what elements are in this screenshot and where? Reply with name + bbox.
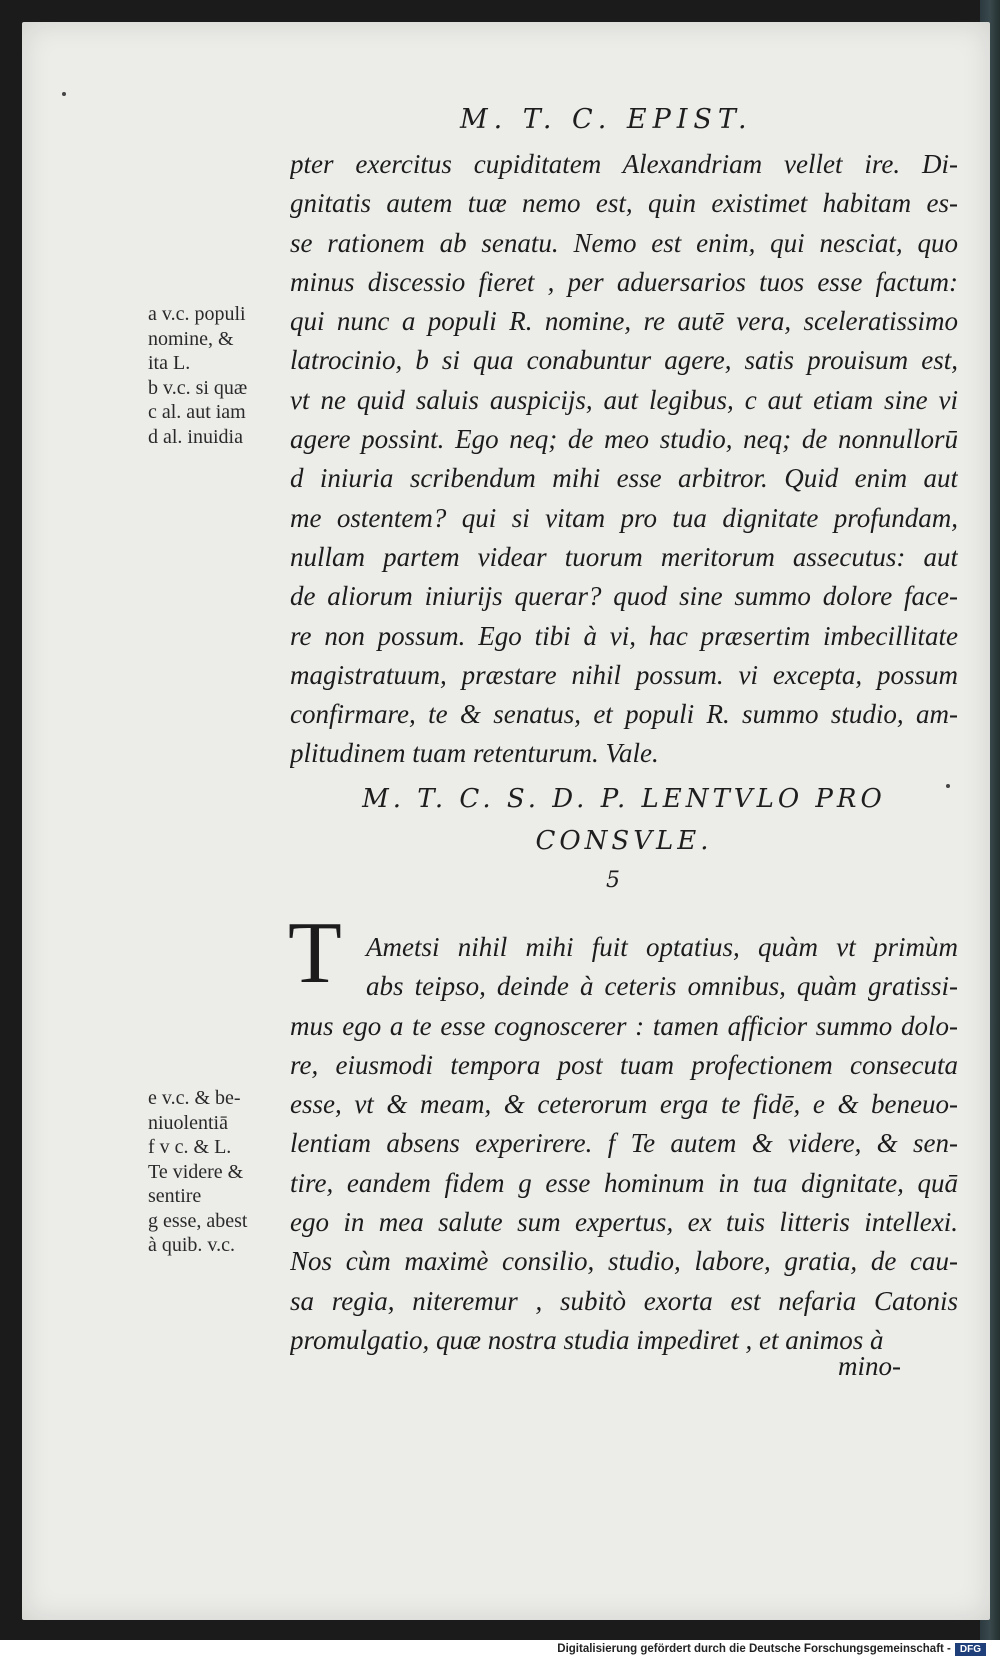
paragraph-2-line: tire, eandem fidem g esse hominum in tua dignitate, quā: [290, 1167, 958, 1198]
letter-heading-line-1: M. T. C. S. D. P. LENTVLO PRO: [362, 784, 886, 814]
drop-cap-initial: T: [288, 905, 342, 1002]
marginal-note-line: à quib. v.c.: [148, 1234, 236, 1256]
paragraph-1-line: confirmare, te & senatus, et populi R. summo studio, am-: [290, 699, 958, 730]
paragraph-1-line: latrocinio, b si qua conabuntur agere, satis prouisum est,: [290, 345, 958, 376]
letter-heading-line-2: CONSVLE.: [535, 826, 713, 856]
paragraph-1-line: me ostentem? qui si vitam pro tua dignitate profundam,: [290, 502, 958, 533]
dfg-logo: DFG: [955, 1643, 986, 1656]
paragraph-2-line: promulgatio, quæ nostra studia impediret , et animos à: [290, 1324, 884, 1355]
marginal-note-line: e v.c. & be-: [148, 1087, 241, 1109]
paragraph-1-line: magistratuum, præstare nihil possum. vi excepta, possum: [290, 659, 958, 690]
marginal-note-line: g esse, abest: [148, 1209, 248, 1232]
paragraph-1-line: pter exercitus cupiditatem Alexandriam vellet ire. Di-: [290, 149, 958, 179]
paper-speck: [62, 92, 66, 96]
marginal-note-line: niuolentiā: [148, 1111, 228, 1134]
marginal-note-line: sentire: [148, 1185, 202, 1207]
paragraph-2-line: Ametsi nihil mihi fuit optatius, quàm vt primùm: [366, 932, 958, 962]
paragraph-2-line: ego in mea salute sum expertus, ex tuis litteris intellexi.: [290, 1207, 958, 1238]
paragraph-1-line: de aliorum iniurijs querar? quod sine summo dolore face-: [290, 581, 958, 612]
signature-mark: 5: [606, 868, 620, 893]
digitization-credit: [557, 1643, 986, 1656]
paragraph-2-line: Nos cùm maximè consilio, studio, labore, gratia, de cau-: [290, 1246, 958, 1277]
marginal-note-line: c al. aut iam: [148, 401, 246, 423]
paragraph-1-line: d iniuria scribendum mihi esse arbitror. Quid enim aut: [290, 463, 958, 494]
marginal-notes-upper: [148, 302, 288, 449]
marginal-note-line: a v.c. populi: [148, 303, 246, 325]
paragraph-1-line: minus discessio fieret , per aduersarios tuos esse factum:: [290, 266, 958, 297]
marginal-note-line: ita L.: [148, 352, 191, 374]
paragraph-2-line: re, eiusmodi tempora post tuam profectionem consecuta: [290, 1049, 958, 1080]
paragraph-2-line: lentiam absens experirere. f Te autem & videre, & sen-: [290, 1128, 958, 1159]
body-paragraph-2: [290, 928, 958, 1360]
catchword: mino-: [838, 1351, 901, 1381]
marginal-note-line: f v c. & L.: [148, 1136, 232, 1158]
marginal-notes-lower: [148, 1086, 288, 1258]
paragraph-1-line: nullam partem videar tuorum meritorum assecutus: aut: [290, 541, 958, 572]
body-paragraph-1: [290, 145, 958, 774]
paragraph-1-line: gnitatis autem tuæ nemo est, quin existimet habitam es-: [290, 188, 958, 219]
running-head: M. T. C. EPIST.: [460, 104, 753, 135]
paragraph-2-line: mus ego a te esse cognoscerer : tamen afficior summo dolo-: [290, 1010, 958, 1041]
marginal-note-line: nomine, &: [148, 327, 234, 350]
marginal-note-line: d al. inuidia: [148, 425, 243, 448]
credit-text: Digitalisierung gefördert durch die Deutsche Forschungsgemeinschaft -: [557, 1643, 951, 1655]
paragraph-1-line: re non possum. Ego tibi à vi, hac præsertim imbecillitate: [290, 620, 958, 651]
paragraph-1-line: agere possint. Ego neq; de meo studio, neq; de nonnullorū: [290, 424, 958, 455]
marginal-note-line: b v.c. si quæ: [148, 376, 248, 399]
marginal-note-line: Te videre &: [148, 1160, 244, 1183]
paragraph-2-line: sa regia, niteremur , subitò exorta est nefaria Catonis: [290, 1285, 958, 1316]
paragraph-1-line: se rationem ab senatu. Nemo est enim, qui nesciat, quo: [290, 227, 958, 258]
paragraph-1-line: vt ne quid saluis auspicijs, aut legibus, c aut etiam sine vi: [290, 384, 958, 415]
paragraph-1-line: plitudinem tuam retenturum. Vale.: [290, 738, 659, 769]
paper-speck: [946, 784, 950, 788]
paragraph-2-line: abs teipso, deinde à ceteris omnibus, quàm gratissi-: [366, 971, 958, 1002]
paragraph-2-line: esse, vt & meam, & ceterorum erga te fidē, e & beneuo-: [290, 1089, 958, 1120]
paragraph-1-line: qui nunc a populi R. nomine, re autē vera, sceleratissimo: [290, 306, 958, 337]
